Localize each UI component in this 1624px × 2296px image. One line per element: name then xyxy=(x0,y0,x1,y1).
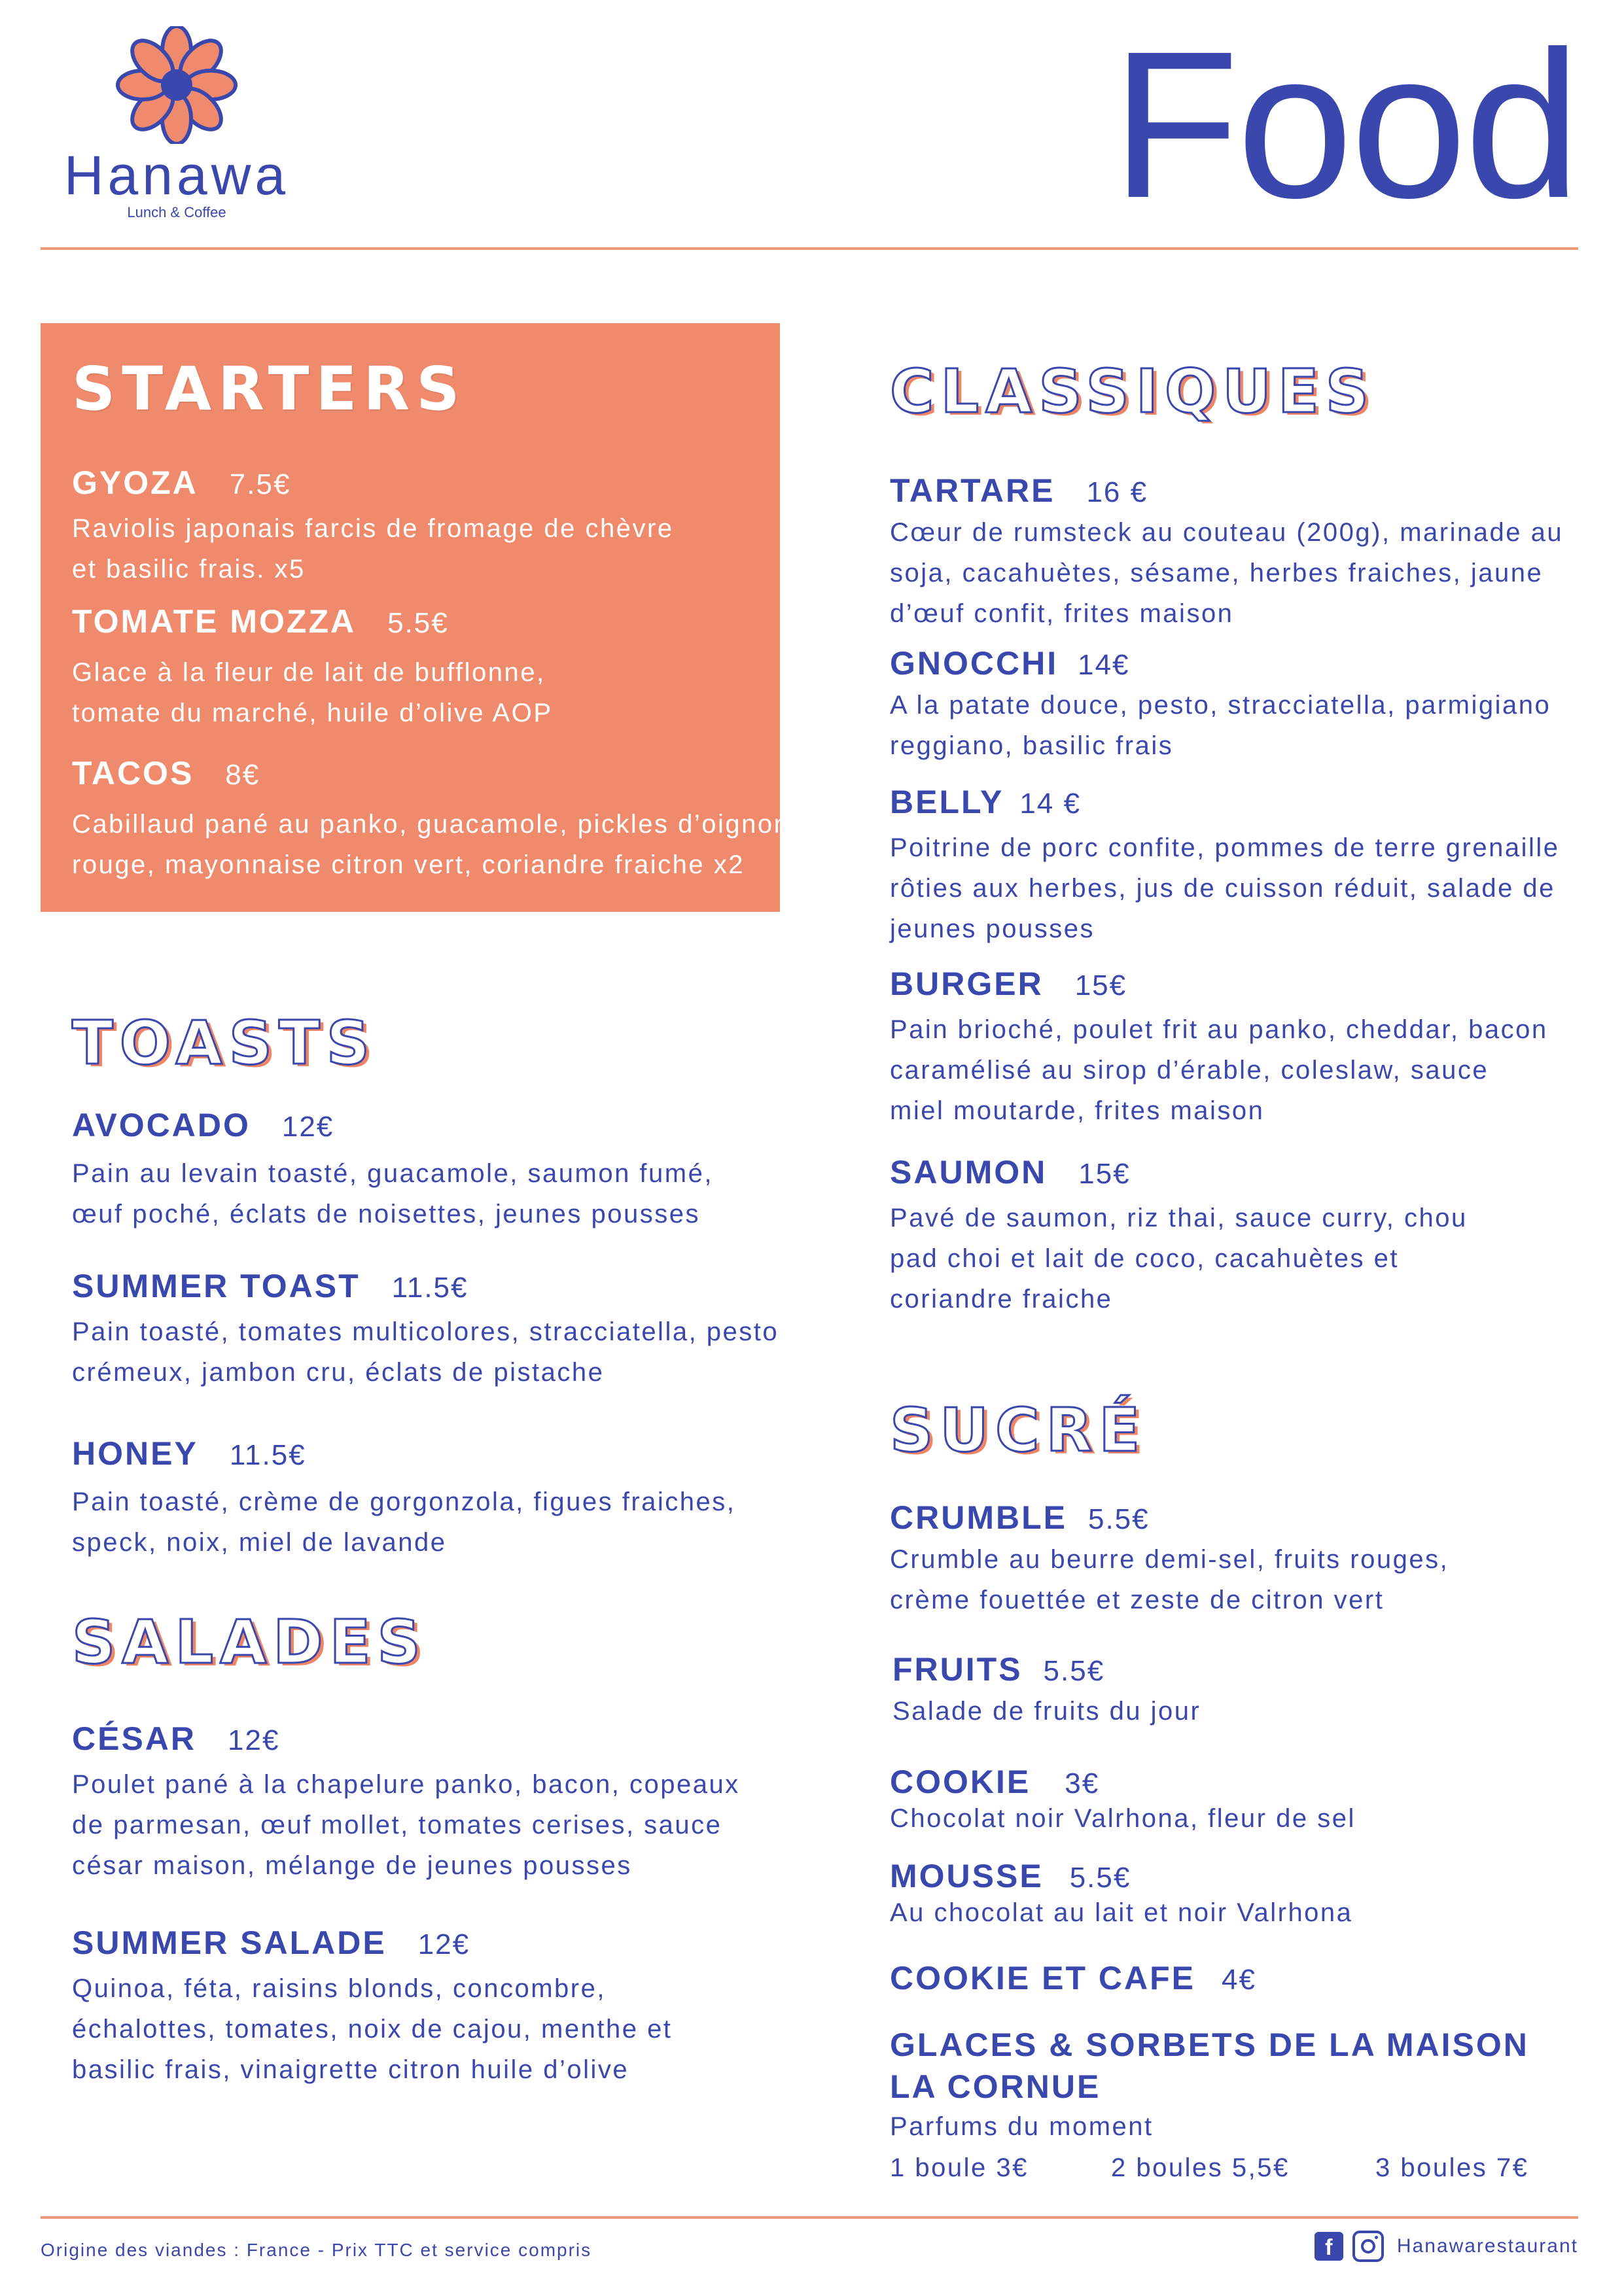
item-name: AVOCADO xyxy=(72,1107,251,1143)
item-description: Pain toasté, tomates multicolores, stracciatella, pesto xyxy=(72,1317,779,1346)
item-price: 14 € xyxy=(1019,788,1081,820)
item-price: 5.5€ xyxy=(387,607,449,639)
item-price: 15€ xyxy=(1078,1158,1131,1190)
item-description: jeunes pousses xyxy=(890,914,1095,943)
salades-title: SALADES xyxy=(72,1607,427,1677)
item-price: 14€ xyxy=(1078,649,1130,681)
item-name: MOUSSE xyxy=(890,1858,1044,1894)
item-price: 5.5€ xyxy=(1087,1503,1150,1535)
item-description: basilic frais, vinaigrette citron huile d’olive xyxy=(72,2055,629,2084)
item-description: Parfums du moment xyxy=(890,2112,1154,2141)
menu-item xyxy=(890,1856,1624,1933)
item-description: Chocolat noir Valrhona, fleur de sel xyxy=(890,1804,1356,1833)
item-price: 5.5€ xyxy=(1043,1655,1105,1687)
item-description: de parmesan, œuf mollet, tomates cerises, sauce xyxy=(72,1811,722,1839)
item-name: TOMATE MOZZA xyxy=(72,603,357,640)
item-name: CRUMBLE xyxy=(890,1499,1067,1536)
item-description: A la patate douce, pesto, stracciatella, parmigiano xyxy=(890,691,1551,720)
item-name: TACOS xyxy=(72,755,194,791)
item-description: Cœur de rumsteck au couteau (200g), marinade au xyxy=(890,518,1564,547)
menu-item xyxy=(890,1498,1624,1620)
item-description: d’œuf confit, frites maison xyxy=(890,599,1234,628)
item-name: LA CORNUE xyxy=(890,2068,1101,2105)
instagram-icon[interactable] xyxy=(1352,2231,1384,2262)
item-description: tomate du marché, huile d’olive AOP xyxy=(72,699,553,727)
menu-item xyxy=(72,1923,811,2090)
item-description: et basilic frais. x5 xyxy=(72,555,306,583)
social-handle[interactable]: Hanawarestaurant xyxy=(1396,2235,1578,2257)
logo xyxy=(39,26,314,229)
item-description: miel moutarde, frites maison xyxy=(890,1096,1265,1125)
item-description: crémeux, jambon cru, éclats de pistache xyxy=(72,1358,605,1387)
menu-item xyxy=(890,1762,1624,1839)
item-description: échalottes, tomates, noix de cajou, menthe et xyxy=(72,2015,673,2044)
item-price: 11.5€ xyxy=(229,1439,306,1471)
item-description: Salade de fruits du jour xyxy=(892,1697,1201,1726)
item-description: reggiano, basilic frais xyxy=(890,731,1174,760)
item-description: Raviolis japonais farcis de fromage de chèvre xyxy=(72,514,674,543)
item-description: Quinoa, féta, raisins blonds, concombre, xyxy=(72,1974,606,2003)
toasts-title: TOASTS xyxy=(72,1008,376,1078)
item-description: caramélisé au sirop d’érable, coleslaw, sauce xyxy=(890,1056,1489,1085)
scoop-price-2: 2 boules 5,5€ xyxy=(1111,2153,1290,2182)
item-price: 11.5€ xyxy=(391,1272,468,1304)
item-price: 8€ xyxy=(225,759,260,791)
item-price: 4€ xyxy=(1222,1964,1256,1996)
menu-item xyxy=(890,644,1624,766)
item-name: HONEY xyxy=(72,1435,198,1472)
menu-item xyxy=(890,964,1624,1131)
footer-divider xyxy=(41,2216,1578,2219)
item-description: œuf poché, éclats de noisettes, jeunes pousses xyxy=(72,1200,700,1228)
menu-item xyxy=(72,754,811,885)
item-description: Glace à la fleur de lait de bufflonne, xyxy=(72,658,546,687)
item-description: Pain brioché, poulet frit au panko, cheddar, bacon xyxy=(890,1015,1548,1044)
footer-note: Origine des viandes : France - Prix TTC et service compris xyxy=(41,2240,592,2260)
facebook-icon[interactable]: f xyxy=(1315,2232,1343,2261)
item-description: crème fouettée et zeste de citron vert xyxy=(890,1586,1385,1614)
item-description: Cabillaud pané au panko, guacamole, pickles d’oignon xyxy=(72,810,790,839)
item-name: SAUMON xyxy=(890,1154,1048,1191)
item-description: speck, noix, miel de lavande xyxy=(72,1528,447,1557)
page-title: Food xyxy=(1111,7,1578,241)
item-description: Pain toasté, crème de gorgonzola, figues fraiches, xyxy=(72,1487,736,1516)
menu-item xyxy=(72,602,811,733)
item-name: COOKIE xyxy=(890,1764,1031,1800)
starters-title: STARTERS xyxy=(72,354,467,424)
item-price: 16 € xyxy=(1086,476,1148,508)
menu-item xyxy=(72,1434,811,1563)
menu-item xyxy=(892,1650,1624,1731)
item-name: BELLY xyxy=(890,784,1004,820)
brand-tagline: Lunch & Coffee xyxy=(127,204,226,220)
scoop-price-3: 3 boules 7€ xyxy=(1375,2153,1529,2182)
item-name: GLACES & SORBETS DE LA MAISON xyxy=(890,2026,1529,2063)
item-description: Poulet pané à la chapelure panko, bacon, copeaux xyxy=(72,1770,740,1799)
flower-icon xyxy=(113,26,241,144)
menu-item xyxy=(890,1958,1624,2000)
item-price: 12€ xyxy=(281,1111,334,1143)
menu-item xyxy=(72,1105,811,1234)
item-price: 15€ xyxy=(1074,969,1127,1001)
item-price: 7.5€ xyxy=(229,468,291,500)
menu-item xyxy=(72,463,811,589)
item-name: GNOCCHI xyxy=(890,645,1059,682)
menu-item xyxy=(72,1266,811,1393)
item-name: SUMMER SALADE xyxy=(72,1924,387,1961)
item-description: pad choi et lait de coco, cacahuètes et xyxy=(890,1244,1399,1273)
scoop-price-1: 1 boule 3€ xyxy=(890,2153,1029,2182)
item-name: GYOZA xyxy=(72,464,198,501)
item-description: rôties aux herbes, jus de cuisson réduit, salade de xyxy=(890,874,1555,903)
social-links xyxy=(1315,2231,1578,2262)
brand-name: Hanawa xyxy=(63,145,290,206)
menu-item xyxy=(890,471,1624,634)
item-price: 12€ xyxy=(228,1724,280,1756)
item-description: Pain au levain toasté, guacamole, saumon fumé, xyxy=(72,1159,713,1188)
menu-item xyxy=(890,1153,1624,1319)
item-description: rouge, mayonnaise citron vert, coriandre fraiche x2 xyxy=(72,850,745,879)
item-description: Pavé de saumon, riz thai, sauce curry, chou xyxy=(890,1204,1468,1232)
item-name: CÉSAR xyxy=(72,1720,197,1757)
item-name: FRUITS xyxy=(892,1651,1023,1688)
item-name: SUMMER TOAST xyxy=(72,1268,361,1304)
sucre-title: SUCRÉ xyxy=(890,1395,1147,1465)
menu-item xyxy=(72,1719,811,1886)
glaces-item xyxy=(890,2025,1624,2147)
item-description: césar maison, mélange de jeunes pousses xyxy=(72,1851,632,1880)
menu-item xyxy=(890,782,1624,949)
item-price: 5.5€ xyxy=(1069,1862,1131,1894)
item-price: 3€ xyxy=(1065,1767,1100,1800)
item-description: Au chocolat au lait et noir Valrhona xyxy=(890,1898,1353,1927)
item-name: BURGER xyxy=(890,965,1044,1002)
item-description: coriandre fraiche xyxy=(890,1285,1113,1313)
item-price: 12€ xyxy=(417,1928,470,1960)
item-name: TARTARE xyxy=(890,472,1055,509)
item-name: COOKIE ET CAFE xyxy=(890,1960,1196,1996)
item-description: soja, cacahuètes, sésame, herbes fraiches, jaune xyxy=(890,559,1544,587)
header-divider xyxy=(41,247,1578,250)
classiques-title: CLASSIQUES xyxy=(890,357,1375,426)
item-description: Crumble au beurre demi-sel, fruits rouges, xyxy=(890,1545,1449,1574)
item-description: Poitrine de porc confite, pommes de terre grenaille xyxy=(890,833,1560,862)
